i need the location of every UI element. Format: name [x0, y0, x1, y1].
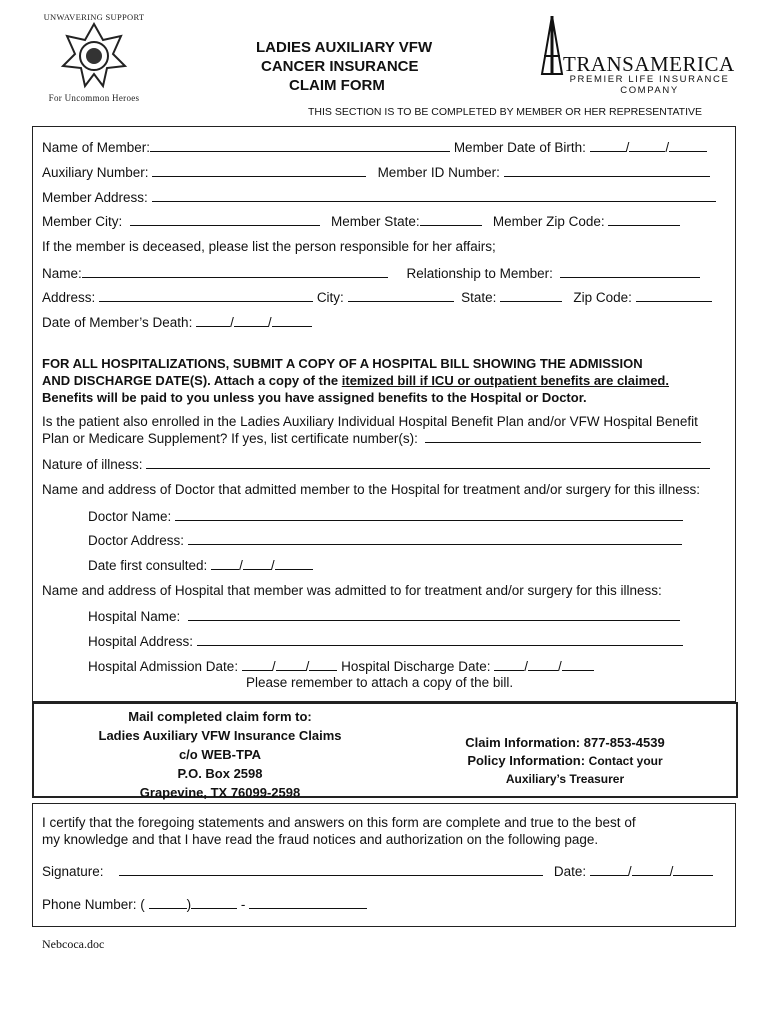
pyramid-logo-icon — [540, 16, 564, 76]
member-state-label: Member State: — [331, 214, 420, 229]
aux-row — [42, 164, 710, 180]
resp-address-label: Address: — [42, 290, 96, 305]
member-address-label: Member Address: — [42, 190, 148, 205]
mail-line-1: Mail completed claim form to: — [128, 709, 312, 724]
resp-name-row — [42, 265, 700, 281]
illness-field[interactable] — [146, 456, 710, 469]
doctor-address-field[interactable] — [188, 532, 682, 545]
company-sub-line-2: COMPANY — [620, 85, 679, 96]
dob-month-field[interactable] — [590, 139, 626, 152]
claim-info — [440, 734, 690, 788]
death-date-label: Date of Member’s Death: — [42, 315, 193, 330]
signature-row: Signature: Date: / / — [42, 863, 713, 879]
resp-zip-field[interactable] — [636, 289, 712, 302]
footer-filename: Nebcoca.doc — [42, 937, 105, 951]
death-day-field[interactable] — [234, 314, 268, 327]
member-name-label: Name of Member: — [42, 140, 151, 155]
notice-line-1: FOR ALL HOSPITALIZATIONS, SUBMIT A COPY OF A HOSPITAL BILL SHOWING THE ADMISSION — [42, 356, 643, 371]
mail-line-3: c/o WEB-TPA — [178, 747, 262, 762]
member-city-row — [42, 213, 680, 229]
resp-city-label: City: — [316, 290, 344, 305]
resp-city-field[interactable] — [348, 289, 454, 302]
title-line-1: LADIES AUXILIARY VFW — [256, 39, 433, 56]
admission-row: Hospital Admission Date: / / Hospital Discharge Date: / / — [88, 658, 594, 674]
mail-address — [60, 707, 380, 802]
doctor-address-label: Doctor Address: — [88, 533, 185, 548]
company-sub-line-1: PREMIER LIFE INSURANCE — [569, 74, 730, 85]
relationship-label: Relationship to Member: — [406, 266, 553, 281]
mail-line-2: Ladies Auxiliary VFW Insurance Claims — [98, 728, 342, 743]
company-subtitle — [567, 74, 732, 96]
policy-label: Policy Information: — [467, 753, 586, 768]
doctor-name-label: Doctor Name: — [88, 509, 172, 524]
hospital-name-row — [88, 608, 680, 624]
certify-line-2: my knowledge and that I have read the fraud notices and authorization on the following page. — [42, 832, 599, 847]
consult-day-field[interactable] — [243, 557, 271, 570]
hospital-intro: Name and address of Hospital that member was admitted to for treatment and/or surgery for this illness: — [42, 583, 662, 598]
first-consulted-row: Date first consulted: / / — [88, 557, 313, 573]
sign-month-field[interactable] — [590, 863, 628, 876]
death-year-field[interactable] — [272, 314, 312, 327]
doctor-intro: Name and address of Doctor that admitted member to the Hospital for treatment and/or surgery for this illness: — [42, 482, 701, 497]
death-month-field[interactable] — [196, 314, 230, 327]
mail-line-4: P.O. Box 2598 — [177, 766, 263, 781]
member-zip-label: Member Zip Code: — [492, 214, 605, 229]
company-name: TRANSAMERICA — [563, 52, 735, 76]
member-address-row — [42, 189, 716, 205]
doctor-name-field[interactable] — [175, 508, 683, 521]
relationship-field[interactable] — [560, 265, 700, 278]
phone-label: Phone Number: ( — [42, 897, 145, 912]
cross-emblem-icon — [59, 22, 129, 90]
phone-line-field[interactable] — [249, 896, 367, 909]
resp-state-label: State: — [461, 290, 497, 305]
member-city-field[interactable] — [130, 213, 320, 226]
resp-name-field[interactable] — [82, 265, 388, 278]
illness-label: Nature of illness: — [42, 457, 143, 472]
consult-year-field[interactable] — [275, 557, 313, 570]
enrollment-question — [42, 413, 701, 447]
illness-row — [42, 456, 710, 472]
discharge-month-field[interactable] — [494, 658, 524, 671]
admission-month-field[interactable] — [242, 658, 272, 671]
title-line-3: CLAIM FORM — [289, 77, 385, 94]
notice-line-2a: AND DISCHARGE DATE(S). Attach a copy of the — [42, 373, 342, 388]
consult-month-field[interactable] — [211, 557, 239, 570]
discharge-label: Hospital Discharge Date: — [341, 659, 491, 674]
death-date-row: Date of Member’s Death: / / — [42, 314, 312, 330]
admission-year-field[interactable] — [309, 658, 337, 671]
member-id-label: Member ID Number: — [377, 165, 500, 180]
notice-line-2b: itemized bill if ICU or outpatient benefits are claimed. — [341, 373, 669, 388]
notice-line-3: Benefits will be paid to you unless you have assigned benefits to the Hospital or Doctor. — [42, 390, 587, 405]
dob-day-field[interactable] — [629, 139, 665, 152]
bill-reminder: Please remember to attach a copy of the bill. — [246, 675, 514, 690]
section-note: THIS SECTION IS TO BE COMPLETED BY MEMBER OR HER REPRESENTATIVE — [308, 106, 703, 118]
member-name-row: Name of Member: Member Date of Birth: / / — [42, 139, 707, 155]
first-consulted-label: Date first consulted: — [88, 558, 208, 573]
signature-field[interactable] — [119, 863, 543, 876]
sign-day-field[interactable] — [632, 863, 670, 876]
resp-address-row — [42, 289, 712, 305]
member-dob-label: Member Date of Birth: — [453, 140, 586, 155]
logo-top-text: UNWAVERING SUPPORT — [43, 12, 145, 22]
member-name-field[interactable] — [150, 139, 450, 152]
discharge-day-field[interactable] — [528, 658, 558, 671]
signature-label: Signature: — [42, 864, 104, 879]
phone-area-field[interactable] — [149, 896, 187, 909]
hospital-address-row — [88, 633, 683, 649]
member-city-label: Member City: — [42, 214, 123, 229]
member-id-field[interactable] — [504, 164, 710, 177]
form-title — [256, 38, 432, 95]
resp-state-field[interactable] — [500, 289, 562, 302]
member-zip-field[interactable] — [608, 213, 680, 226]
title-line-2: CANCER INSURANCE — [261, 58, 419, 75]
doctor-address-row — [88, 532, 682, 548]
hospital-address-label: Hospital Address: — [88, 634, 194, 649]
hospital-name-field[interactable] — [188, 608, 680, 621]
aux-field[interactable] — [152, 164, 366, 177]
admission-day-field[interactable] — [276, 658, 306, 671]
discharge-year-field[interactable] — [562, 658, 594, 671]
certificate-number-field[interactable] — [425, 430, 701, 443]
aux-label: Auxiliary Number: — [42, 165, 149, 180]
sign-year-field[interactable] — [673, 863, 713, 876]
dob-year-field[interactable] — [669, 139, 707, 152]
hospital-name-label: Hospital Name: — [88, 609, 181, 624]
mail-line-5: Grapevine, TX 76099-2598 — [139, 785, 301, 800]
deceased-note: If the member is deceased, please list the person responsible for her affairs; — [42, 239, 496, 254]
policy-value-2: Auxiliary’s Treasurer — [505, 772, 625, 786]
resp-address-field[interactable] — [99, 289, 313, 302]
member-address-field[interactable] — [152, 189, 716, 202]
hospital-notice — [42, 355, 669, 406]
member-state-field[interactable] — [420, 213, 482, 226]
phone-row: Phone Number: ( ) - — [42, 896, 367, 912]
enrollment-q1: Is the patient also enrolled in the Ladies Auxiliary Individual Hospital Benefit Plan and/or VFW Hospital Benefit — [42, 414, 698, 429]
certify-line-1: I certify that the foregoing statements and answers on this form are complete and true to the best of — [42, 815, 636, 830]
policy-value: Contact your — [588, 754, 663, 768]
enrollment-q2: Plan or Medicare Supplement? If yes, list certificate number(s): — [42, 431, 418, 446]
hospital-address-field[interactable] — [197, 633, 683, 646]
vfw-logo — [34, 12, 154, 108]
doctor-name-row — [88, 508, 683, 524]
certify-text — [42, 814, 636, 848]
resp-zip-label: Zip Code: — [573, 290, 632, 305]
sign-date-label: Date: — [553, 864, 587, 879]
resp-name-label: Name: — [42, 266, 82, 281]
admission-label: Hospital Admission Date: — [88, 659, 239, 674]
claim-phone: Claim Information: 877-853-4539 — [465, 735, 665, 750]
phone-prefix-field[interactable] — [191, 896, 237, 909]
logo-bottom-text: For Uncommon Heroes — [48, 93, 140, 103]
